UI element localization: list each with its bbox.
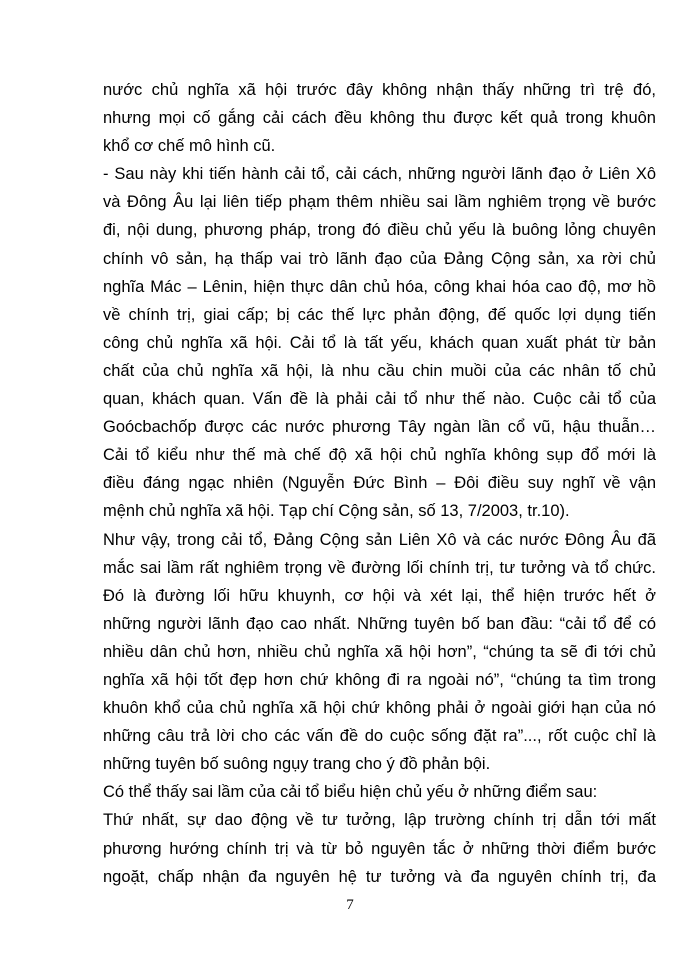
text-line: mệnh chủ nghĩa xã hội. Tạp chí Cộng sản, số 13, 7/2003, tr.10).: [103, 502, 570, 521]
text-line: nhiều dân chủ hơn, nhiều chủ nghĩa xã hội hơn”, “chúng ta sẽ đi tới chủ: [103, 642, 656, 661]
text-line: nghĩa xã hội tốt đẹp hơn chứ không đi ra ngoài nó”, “chúng ta tìm trong: [103, 670, 656, 689]
text-line: Thứ nhất, sự dao động về tư tưởng, lập trường chính trị dẫn tới mất: [103, 811, 656, 830]
text-line: khuôn khổ của chủ nghĩa xã hội chứ không phải ở ngoài giới hạn của nó: [103, 699, 656, 718]
text-line: những câu trả lời cho các vấn đề do cuộc sống đặt ra”..., rốt cuộc chỉ là: [103, 727, 656, 746]
text-line: nghĩa Mác – Lênin, hiện thực dân chủ hóa, công khai hóa cao độ, mơ hồ: [103, 277, 656, 296]
text-line: mắc sai lầm rất nghiêm trọng về đường lối chính trị, tư tưởng và tổ chức.: [103, 558, 656, 577]
text-line: và Đông Âu lại liên tiếp phạm thêm nhiều sai lầm nghiêm trọng về bước: [103, 193, 656, 212]
text-line: đi, nội dung, phương pháp, trong đó điều chủ yếu là buông lỏng chuyên: [103, 221, 656, 240]
text-line: điều đáng ngạc nhiên (Nguyễn Đức Bình – Đôi điều suy nghĩ về vận: [103, 474, 656, 493]
text-line: những tuyên bố suông ngụy trang cho ý đồ phản bội.: [103, 755, 491, 774]
text-line: những người lãnh đạo cao nhất. Những tuyên bố ban đầu: “cải tổ để có: [103, 614, 656, 633]
text-line: phương hướng chính trị và từ bỏ nguyên tắc ở những thời điểm bước: [103, 839, 656, 858]
text-line: khổ cơ chế mô hình cũ.: [103, 137, 276, 156]
text-line: Goócbachốp được các nước phương Tây ngàn lần cổ vũ, hậu thuẫn…: [103, 418, 656, 437]
text-line: về chính trị, giai cấp; bị các thế lực phản động, đế quốc lợi dụng tiến: [103, 305, 656, 324]
text-line: quan, khách quan. Vấn đề là phải cải tổ như thế nào. Cuộc cải tổ của: [103, 390, 656, 409]
text-line: Có thể thấy sai lầm của cải tổ biểu hiện chủ yếu ở những điểm sau:: [103, 783, 598, 802]
text-line: Đó là đường lối hữu khuynh, cơ hội và xét lại, thể hiện trước hết ở: [103, 586, 656, 605]
text-line: chính vô sản, hạ thấp vai trò lãnh đạo của Đảng Cộng sản, xa rời chủ: [103, 249, 656, 268]
text-line: công chủ nghĩa xã hội. Cải tổ là tất yếu, khách quan xuất phát từ bản: [103, 333, 656, 352]
body-text: [103, 76, 656, 891]
text-line: Cải tổ kiểu như thế mà chế độ xã hội chủ nghĩa không sụp đổ mới là: [103, 446, 656, 465]
text-line: nước chủ nghĩa xã hội trước đây không nhận thấy những trì trệ đó,: [103, 81, 656, 99]
text-line: - Sau này khi tiến hành cải tổ, cải cách, những người lãnh đạo ở Liên Xô: [103, 165, 656, 184]
page-number: 7: [346, 897, 354, 913]
text-line: ngoặt, chấp nhận đa nguyên hệ tư tưởng và đa nguyên chính trị, đa: [103, 867, 656, 886]
text-line: Như vậy, trong cải tổ, Đảng Cộng sản Liên Xô và các nước Đông Âu đã: [103, 530, 656, 549]
text-line: chất của chủ nghĩa xã hội, là nhu cầu chin muồi của các nhân tố chủ: [103, 361, 656, 380]
text-line: nhưng mọi cố gắng cải cách đều không thu được kết quả trong khuôn: [103, 109, 656, 128]
